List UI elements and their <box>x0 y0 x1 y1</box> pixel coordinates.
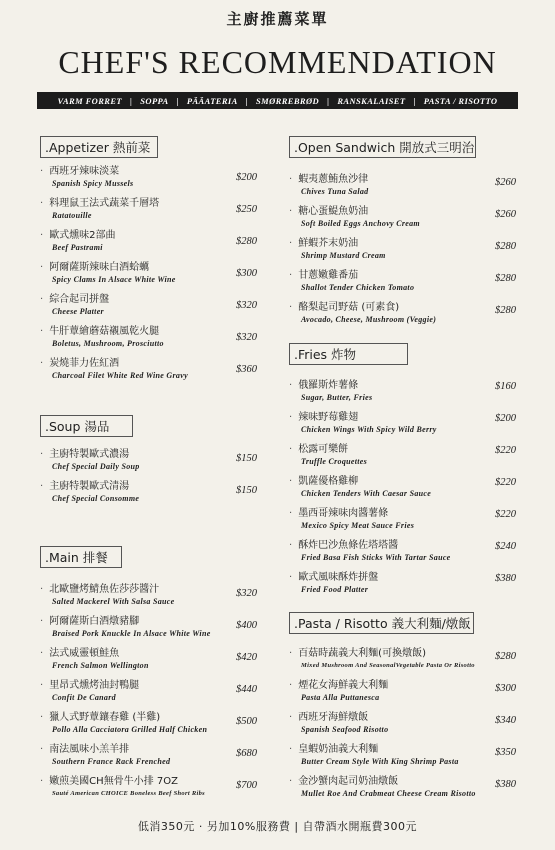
dish-name-english: Chicken Wings With Spicy Wild Berry <box>301 425 437 434</box>
menu-title-chinese: 主廚推薦菜單 <box>226 10 329 28</box>
dish-price: $280 <box>495 241 516 252</box>
dish-price: $340 <box>495 715 516 726</box>
menu-item <box>289 776 476 799</box>
menu-item <box>289 680 388 703</box>
dish-name-english: Fried Basa Fish Sticks With Tartar Sauce <box>301 553 451 562</box>
dish-price: $220 <box>495 477 516 488</box>
dish-name-english: Confit De Canard <box>52 693 116 702</box>
menu-item <box>40 481 139 504</box>
menu-item <box>40 776 205 799</box>
category-label: RANSKALAISET <box>337 95 406 106</box>
dish-price: $420 <box>236 652 257 663</box>
dish-name-chinese: · 墨西哥辣味肉醬薯條 <box>289 508 414 520</box>
category-label: SOPPA <box>140 95 169 106</box>
menu-item <box>289 648 475 671</box>
dish-name-english: Southern France Rack Frenched <box>52 757 171 766</box>
dish-name-english: Sauté American CHOICE Boneless Beef Short Ribs <box>52 790 205 797</box>
dish-price: $200 <box>236 172 257 183</box>
dish-name-chinese: · 西班牙辣味淡菜 <box>40 166 133 178</box>
dish-name-english: Cheese Platter <box>52 307 104 316</box>
dish-price: $280 <box>236 236 257 247</box>
section-header-soup: .Soup 湯品 <box>40 415 133 437</box>
menu-item <box>40 358 188 381</box>
dish-name-chinese: · 甘蔥嫩雞番茄 <box>289 270 414 282</box>
menu-item <box>289 712 388 735</box>
section-header-pasta-risotto: .Pasta / Risotto 義大利麵/燉飯 <box>289 612 474 634</box>
menu-item <box>40 262 176 285</box>
dish-name-chinese: · 里昂式燻烤油封鴨腿 <box>40 680 139 692</box>
menu-item <box>289 540 451 563</box>
menu-item <box>40 198 159 221</box>
dish-name-chinese: · 蝦夷蔥鮪魚沙律 <box>289 174 368 186</box>
dish-name-chinese: · 歐式燻味2部曲 <box>40 230 116 242</box>
dish-price: $380 <box>495 779 516 790</box>
dish-price: $280 <box>495 651 516 662</box>
dish-name-english: Boletus, Mushroom, Prosciutto <box>52 339 164 348</box>
dish-price: $360 <box>236 364 257 375</box>
dish-name-english: Pollo Alla Cacciatora Grilled Half Chicken <box>52 725 208 734</box>
dish-price: $240 <box>495 541 516 552</box>
dish-name-chinese: · 阿爾薩斯白酒燉豬腳 <box>40 616 211 628</box>
dish-name-english: Sugar, Butter, Fries <box>301 393 373 402</box>
section-header-appetizer: .Appetizer 熱前菜 <box>40 136 158 158</box>
dish-name-chinese: · 鮮蝦芥末奶油 <box>289 238 386 250</box>
section-header-main: .Main 排餐 <box>40 546 122 568</box>
section-header-open-sandwich: .Open Sandwich 開放式三明治 <box>289 136 476 158</box>
dish-name-chinese: · 料理鼠王法式蔬菜千層塔 <box>40 198 159 210</box>
dish-name-chinese: · 南法風味小羔羊排 <box>40 744 170 756</box>
menu-item <box>289 444 367 467</box>
dish-name-english: Salted Mackerel With Salsa Sauce <box>52 597 175 606</box>
menu-item <box>289 302 436 325</box>
menu-item <box>289 174 368 197</box>
dish-name-english: Beef Pastrami <box>52 243 103 252</box>
menu-item <box>289 270 414 293</box>
dish-price: $380 <box>495 573 516 584</box>
menu-item <box>40 449 140 472</box>
menu-item <box>289 380 372 403</box>
dish-name-chinese: · 松露可樂餅 <box>289 444 367 456</box>
menu-item <box>40 230 116 253</box>
dish-name-english: Mexico Spicy Meat Sauce Fries <box>301 521 415 530</box>
dish-name-english: Butter Cream Style With King Shrimp Pasta <box>301 757 459 766</box>
dish-name-chinese: · 牛肝蕈繪蘑菇襯風乾火腿 <box>40 326 164 338</box>
dish-name-chinese: · 西班牙海鮮燉飯 <box>289 712 388 724</box>
dish-name-english: Shrimp Mustard Cream <box>301 251 386 260</box>
dish-name-english: Chef Special Daily Soup <box>52 462 140 471</box>
dish-name-english: Mixed Mushroom And SeasonalVegetable Pasta Or Risotto <box>301 662 475 669</box>
dish-price: $700 <box>236 780 257 791</box>
dish-name-chinese: · 北歐鹽烤鯖魚佐莎莎醬汁 <box>40 584 175 596</box>
menu-item <box>40 744 170 767</box>
menu-item <box>40 294 109 317</box>
category-label: PASTA / RISOTTO <box>423 95 498 106</box>
category-label: VARM FORRET <box>57 95 123 106</box>
dish-name-english: Chicken Tenders With Caesar Sauce <box>301 489 432 498</box>
dish-price: $320 <box>236 300 257 311</box>
dish-price: $440 <box>236 684 257 695</box>
menu-item <box>40 680 139 703</box>
dish-name-chinese: · 獵人式野蕈鑲春雞 (半雞) <box>40 712 207 724</box>
dish-price: $280 <box>495 305 516 316</box>
category-bar: VARM FORRET | SOPPA | PÄÄATERIA | SMØRREBRØD | RANSKALAISET | PASTA / RISOTTO <box>37 92 518 109</box>
dish-name-chinese: · 炭燒菲力佐紅酒 <box>40 358 188 370</box>
dish-price: $260 <box>495 209 516 220</box>
dish-price: $150 <box>236 453 257 464</box>
dish-name-english: Spicy Clams In Alsace White Wine <box>52 275 176 284</box>
dish-name-chinese: · 皇蝦奶油義大利麵 <box>289 744 459 756</box>
dish-name-chinese: · 俄羅斯炸薯條 <box>289 380 372 392</box>
dish-price: $300 <box>236 268 257 279</box>
dish-name-chinese: · 主廚特製歐式濃湯 <box>40 449 140 461</box>
menu-item <box>289 476 431 499</box>
dish-name-chinese: · 辣味野莓雞翅 <box>289 412 437 424</box>
dish-price: $350 <box>495 747 516 758</box>
menu-item <box>289 508 414 531</box>
menu-item <box>40 166 133 189</box>
dish-name-chinese: · 酪梨起司野菇 (可素食) <box>289 302 436 314</box>
dish-price: $160 <box>495 381 516 392</box>
dish-name-english: Braised Pork Knuckle In Alsace White Wine <box>52 629 211 638</box>
dish-name-chinese: · 酥炸巴沙魚條佐塔塔醬 <box>289 540 451 552</box>
dish-name-english: Shallot Tender Chicken Tomato <box>301 283 415 292</box>
dish-name-chinese: · 綜合起司拼盤 <box>40 294 109 306</box>
dish-name-english: French Salmon Wellington <box>52 661 149 670</box>
dish-name-english: Pasta Alla Puttanesca <box>301 693 380 702</box>
menu-item <box>40 712 207 735</box>
category-label: PÄÄATERIA <box>186 95 238 106</box>
dish-price: $680 <box>236 748 257 759</box>
menu-item <box>40 616 211 639</box>
menu-title-english: CHEF'S RECOMMENDATION <box>58 44 497 80</box>
menu-item <box>289 572 378 595</box>
dish-name-chinese: · 嫩煎美國CH無骨牛小排 7OZ <box>40 776 205 788</box>
footer-note: 低消350元 · 另加10%服務費 | 自帶酒水開瓶費300元 <box>137 820 418 833</box>
dish-name-chinese: · 主廚特製歐式清湯 <box>40 481 139 493</box>
dish-price: $320 <box>236 332 257 343</box>
dish-name-english: Avocado, Cheese, Mushroom (Veggie) <box>301 315 437 324</box>
dish-name-chinese: · 糖心蛋鯷魚奶油 <box>289 206 420 218</box>
dish-price: $400 <box>236 620 257 631</box>
menu-item <box>40 584 175 607</box>
dish-price: $250 <box>236 204 257 215</box>
category-label: SMØRREBRØD <box>256 95 320 106</box>
dish-price: $280 <box>495 273 516 284</box>
dish-name-chinese: · 阿爾薩斯辣味白酒蛤蠣 <box>40 262 176 274</box>
dish-name-english: Chef Special Consomme <box>52 494 140 503</box>
dish-name-english: Spanish Spicy Mussels <box>52 179 134 188</box>
dish-name-chinese: · 法式威靈頓鮭魚 <box>40 648 149 660</box>
dish-name-english: Spanish Seafood Risotto <box>301 725 389 734</box>
dish-name-chinese: · 金沙蟹肉起司奶油燉飯 <box>289 776 476 788</box>
section-header-fries: .Fries 炸物 <box>289 343 408 365</box>
dish-name-chinese: · 歐式風味酥炸拼盤 <box>289 572 378 584</box>
dish-name-chinese: · 煙花女海鮮義大利麵 <box>289 680 388 692</box>
dish-name-chinese: · 百菇時蔬義大利麵(可換燉飯) <box>289 648 475 660</box>
dish-name-english: Chives Tuna Salad <box>301 187 369 196</box>
dish-name-english: Soft Boiled Eggs Anchovy Cream <box>301 219 420 228</box>
dish-name-english: Charcoal Filet White Red Wine Gravy <box>52 371 188 380</box>
menu-item <box>40 326 164 349</box>
menu-item <box>289 206 420 229</box>
dish-price: $260 <box>495 177 516 188</box>
menu-item <box>289 238 386 261</box>
dish-price: $200 <box>495 413 516 424</box>
dish-name-english: Fried Food Platter <box>301 585 369 594</box>
dish-price: $220 <box>495 509 516 520</box>
dish-price: $500 <box>236 716 257 727</box>
menu-item <box>289 744 459 767</box>
dish-name-chinese: · 凱薩優格雞柳 <box>289 476 431 488</box>
dish-price: $320 <box>236 588 257 599</box>
menu-item <box>40 648 149 671</box>
dish-price: $300 <box>495 683 516 694</box>
dish-name-english: Ratatouille <box>52 211 92 220</box>
menu-item <box>289 412 437 435</box>
dish-name-english: Truffle Croquettes <box>301 457 368 466</box>
dish-name-english: Mullet Roe And Crabmeat Cheese Cream Risotto <box>301 789 476 798</box>
dish-price: $150 <box>236 485 257 496</box>
dish-price: $220 <box>495 445 516 456</box>
